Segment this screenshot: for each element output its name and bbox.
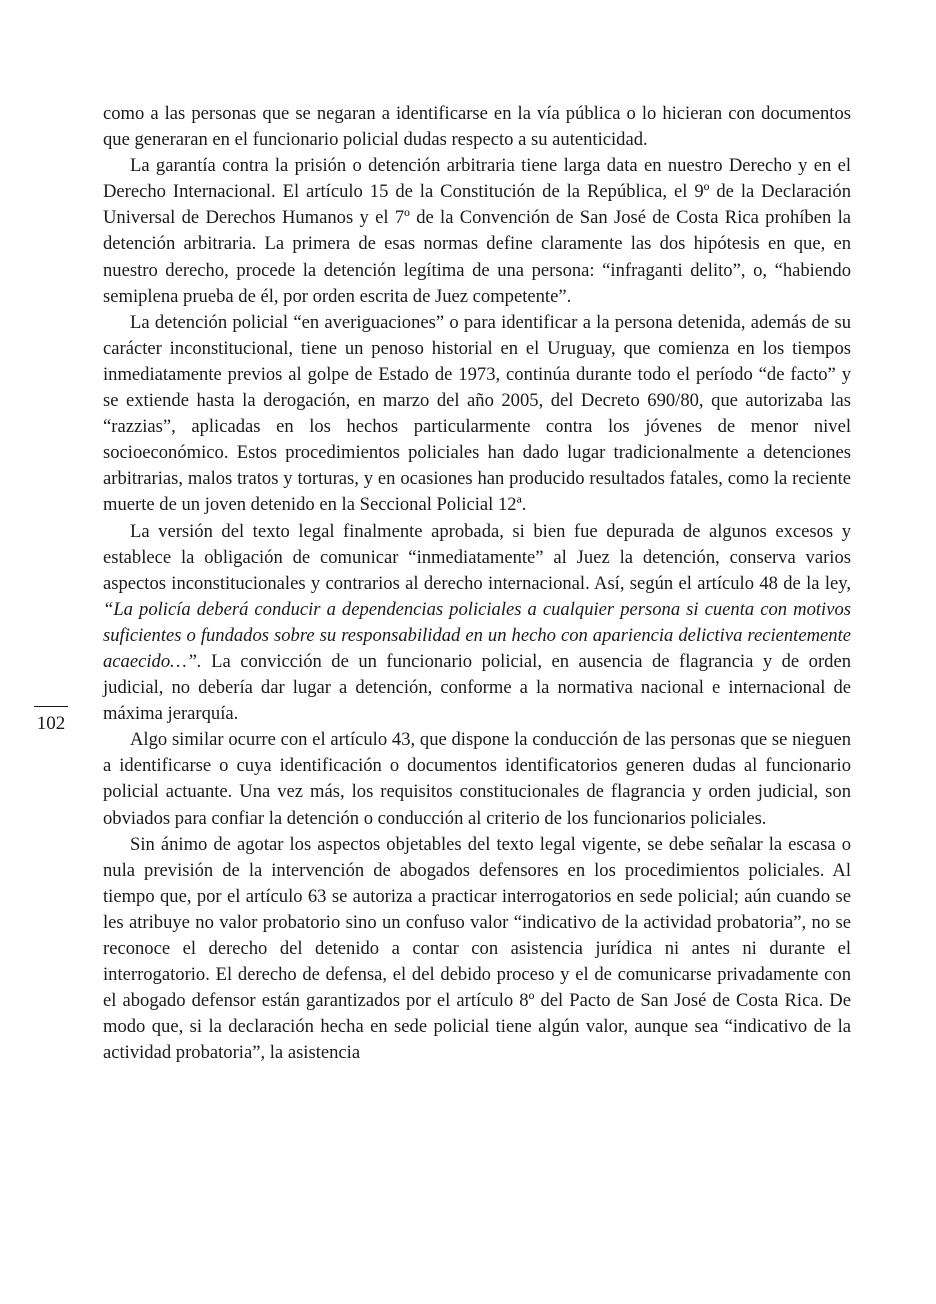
paragraph-articulo-43: Algo similar ocurre con el artículo 43, que dispone la conducción de las personas que se nieguen a identificarse o cuya identificación o documentos identificatorios generen dudas al funcionario policial actuante. Una vez más, los requisitos constitucionales de flagrancia y orden judicial, son obviados para confiar la detención o conducción al criterio de los funcionarios policiales. — [103, 729, 851, 829]
paragraph-text-before-quote: La versión del texto legal finalmente aprobada, si bien fue depurada de algunos excesos y establece la obligación de comunicar “inmediatamente” al Juez la detención, conserva varios aspectos inconstitucionales y contrarios al derecho internacional. Así, según el artículo 48 de la ley, — [103, 520, 851, 594]
paragraph-version-texto-legal — [103, 519, 851, 728]
page-number: 102 — [36, 713, 66, 734]
paragraph-garantia: La garantía contra la prisión o detención arbitraria tiene larga data en nuestro Derecho y en el Derecho Internacional. El artículo 15 de la Constitución de la República, el 9º de la Declaración Universal de Derechos Humanos y el 7º de la Convención de San José de Costa Rica prohíben la detención arbitraria. La primera de esas normas define claramente las dos hipótesis en que, en nuestro derecho, procede la detención legítima de una persona: “infraganti delito”, o, “habiendo semiplena prueba de él, por orden escrita de Juez competente”. — [103, 155, 851, 307]
article-48-quote: “La policía deberá conducir a dependencias policiales a cualquier persona si cuenta con motivos suficientes o fundados sobre su responsabilidad en un hecho con apariencia delictiva recientemente acaecido…”. — [103, 598, 851, 672]
paragraph-detencion-policial: La detención policial “en averiguaciones” o para identificar a la persona detenida, además de su carácter inconstitucional, tiene un penoso historial en el Uruguay, que comienza en los tiempos inmediatamente previos al golpe de Estado de 1973, continúa durante todo el período “de facto” y se extiende hasta la derogación, en marzo del año 2005, del Decreto 690/80, que autorizaba las “razzias”, aplicadas en los hechos particularmente contra los jóvenes de menor nivel socioeconómico. Estos procedimientos policiales han dado lugar tradicionalmente a detenciones arbitrarias, malos tratos y torturas, y en ocasiones han producido resultados fatales, como la reciente muerte de un joven detenido en la Seccional Policial 12ª. — [103, 311, 851, 516]
page-number-rule — [34, 706, 68, 707]
paragraph-text-after-quote: La convicción de un funcionario policial, en ausencia de flagrancia y de orden judicial, no debería dar lugar a detención, conforme a la normativa nacional e internacional de máxima jerarquía. — [103, 650, 851, 725]
paragraph-abogados-defensores: Sin ánimo de agotar los aspectos objetables del texto legal vigente, se debe señalar la escasa o nula previsión de la intervención de abogados defensores en los procedimientos policiales. Al tiempo que, por el artículo 63 se autoriza a practicar interrogatorios en sede policial; aún cuando se les atribuye no valor probatorio sino un confuso valor “indicativo de la actividad probatoria”, no se reconoce el derecho del detenido a contar con asistencia jurídica ni antes ni durante el interrogatorio. El derecho de defensa, el del debido proceso y el de comunicarse privadamente con el abogado defensor están garantizados por el artículo 8º del Pacto de San José de Costa Rica. De modo que, si la declaración hecha en sede policial tiene algún valor, aunque sea “indicativo de la actividad probatoria”, la asistencia — [103, 833, 851, 1064]
page-number-marker — [33, 706, 69, 735]
paragraph-continuation: como a las personas que se negaran a identificarse en la vía pública o lo hicieran con documentos que generaran en el funcionario policial dudas respecto a su autenticidad. — [103, 103, 851, 151]
body-text — [103, 101, 851, 1066]
